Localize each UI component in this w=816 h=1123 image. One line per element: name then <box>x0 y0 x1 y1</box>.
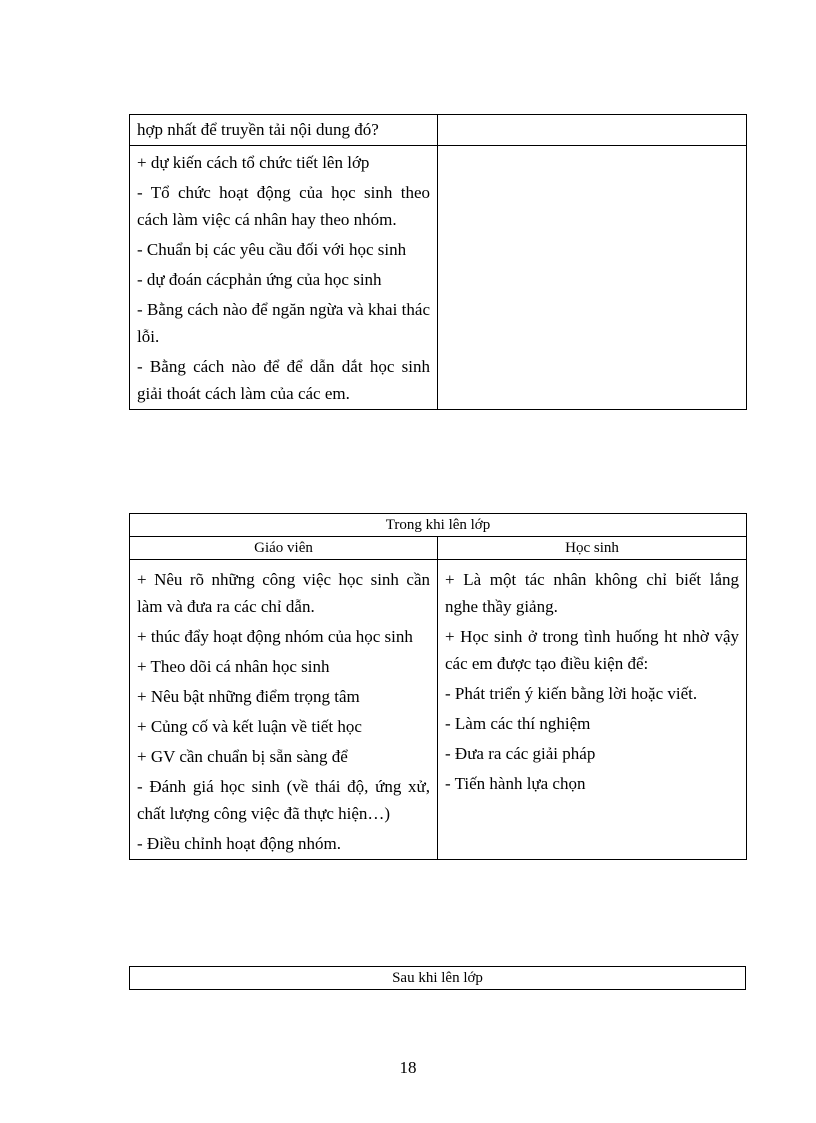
list-item: - Chuẩn bị các yêu cầu đối với học sinh <box>137 240 407 259</box>
after-class-table <box>129 966 746 990</box>
table-row <box>130 514 747 537</box>
list-item: - Bằng cách nào để ngăn ngừa và khai thác lỗi. <box>137 300 430 346</box>
table-cell <box>438 115 747 146</box>
list-item: + thúc đẩy hoạt động nhóm của học sinh <box>137 627 413 646</box>
list-item: - dự đoán cácphản ứng của học sinh <box>137 270 382 289</box>
table-row <box>130 537 747 560</box>
list-item: + Củng cố và kết luận về tiết học <box>137 717 362 736</box>
cell-text: hợp nhất để truyền tải nội dung đó? <box>137 120 379 139</box>
table-title: Sau khi lên lớp <box>130 967 746 990</box>
list-item: - Điều chỉnh hoạt động nhóm. <box>137 834 341 853</box>
list-item: - Bằng cách nào để để dẫn dắt học sinh giải thoát cách làm của các em. <box>137 357 430 403</box>
lesson-prep-table <box>129 114 747 410</box>
student-cell <box>438 560 747 860</box>
table-cell <box>130 115 438 146</box>
list-item: + GV cần chuẩn bị sẵn sàng để <box>137 747 348 766</box>
table-row <box>130 146 747 410</box>
list-item: + Nêu rõ những công việc học sinh cần làm và đưa ra các chỉ dẫn. <box>137 570 430 616</box>
list-item: + Nêu bật những điểm trọng tâm <box>137 687 360 706</box>
table-cell <box>130 146 438 410</box>
list-item: - Làm các thí nghiệm <box>445 714 591 733</box>
table-row <box>130 115 747 146</box>
list-item: - Tổ chức hoạt động của học sinh theo cách làm việc cá nhân hay theo nhóm. <box>137 183 430 229</box>
list-item: + Theo dõi cá nhân học sinh <box>137 657 330 676</box>
list-item: + Học sinh ở trong tình huống ht nhờ vậy các em được tạo điều kiện để: <box>445 627 740 673</box>
table-cell <box>438 146 747 410</box>
table-title: Trong khi lên lớp <box>130 514 747 537</box>
table-row <box>130 967 746 990</box>
list-item: - Đánh giá học sinh (về thái độ, ứng xử, chất lượng công việc đã thực hiện…) <box>137 777 430 823</box>
during-class-table <box>129 513 747 860</box>
table-row <box>130 560 747 860</box>
list-item: + dự kiến cách tổ chức tiết lên lớp <box>137 153 370 172</box>
list-item: + Là một tác nhân không chỉ biết lắng nghe thầy giảng. <box>445 570 740 616</box>
teacher-cell <box>130 560 438 860</box>
column-header-teacher: Giáo viên <box>130 537 438 560</box>
list-item: - Phát triển ý kiến bằng lời hoặc viết. <box>445 684 698 703</box>
list-item: - Đưa ra các giải pháp <box>445 744 596 763</box>
page-number: 18 <box>399 1058 417 1077</box>
list-item: - Tiến hành lựa chọn <box>445 774 586 793</box>
column-header-student: Học sinh <box>438 537 747 560</box>
